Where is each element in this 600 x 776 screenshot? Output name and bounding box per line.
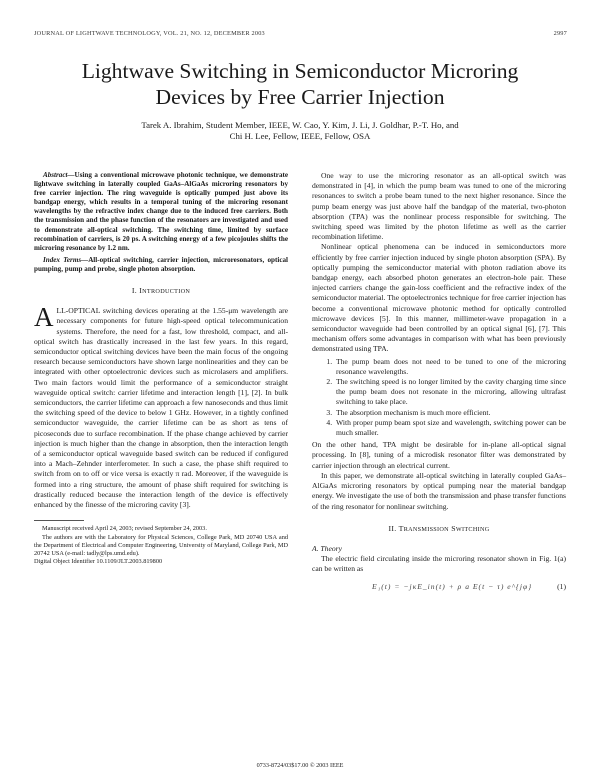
abstract	[34, 171, 288, 253]
list-item: 3. The absorption mechanism is much more efficient.	[334, 408, 566, 418]
author-list	[60, 120, 540, 142]
right-paragraph-1: One way to use the microring resonator as an all-optical switch was demonstrated in [4], in which the pump beam was tuned to one of the microring resonances to switch a probe beam tuned to the next higher resonance. Since the pump beam energy was just above half the bandgap of the material, two-photon absorption (TPA) was the nonlinear process responsible for switching. The switching speed was limited by the photon lifetime as well as the carrier recombination lifetime.	[312, 171, 566, 242]
footnote-affiliation: The authors are with the Laboratory for Physical Sciences, College Park, MD 20740 USA and the Department of Electrical and Computer Engineering, University of Maryland, College Park, MD 20742 USA (e-mail: tadly@lps.umd.edu).	[34, 533, 288, 557]
title-line-2: Devices by Free Carrier Injection	[155, 85, 445, 109]
index-terms-text: All-optical switching, carrier injection, microresonators, optical pumping, pump and probe, single photon absorption.	[34, 255, 288, 273]
list-item: 4. With proper pump beam spot size and wavelength, switching power can be much smaller.	[334, 418, 566, 438]
advantages-list	[312, 357, 566, 439]
page-number: 2997	[553, 30, 567, 37]
right-paragraph-3: On the other hand, TPA might be desirable for in-plane all-optical signal processing. In [8], tuning of a microdisk resonator filter was demonstrated by carrier injection through an electrical current.	[312, 440, 566, 470]
intro-text: LL-OPTICAL switching devices operating at the 1.55-μm wavelength are necessary components for future high-speed optical telecommunication systems. Therefore, the need for a fast, low threshold, compact, and all-optical switch has drastically increased in the last few years. In this regard, semiconductor optical switching devices have been the main focus of the ongoing research because semiconductors have shown large nonlinearities and they can be integrated with other optoelectronic devices such as microlasers and amplifiers. Two main factors would limit the performance of a semiconductor straight waveguide optical switch: carrier lifetime and interaction length [1], [2]. In bulk semiconductors, the carrier lifetime can approach a few nanoseconds and thus limit the switching speed of the device to below 1 GHz. However, in a tightly confined semiconductor waveguide, the carrier lifetime can be as short as tens of picoseconds due to surface recombination. If the phase change achieved by carrier injection is much higher than the change in absorption, then the interaction length of a semiconductor optical waveguide based switch can be reduced if configured into a Mach–Zehnder interferometer. In such a case, the phase shift required to switch from on to off or vice versa is exactly π rad. Moreover, if the waveguide is formed into a ring structure, the amount of phase shift required for switching is drastically reduced because the interaction length of the device is effectively enhanced by the finesse of the microring cavity [3].	[34, 306, 288, 510]
footnote-doi: Digital Object Identifier 10.1109/JLT.2003.819800	[34, 558, 163, 566]
right-paragraph-5: The electric field circulating inside the microring resonator shown in Fig. 1(a) can be written as	[312, 554, 566, 574]
right-paragraph-4: In this paper, we demonstrate all-optical switching in laterally coupled GaAs–AlGaAs microring resonators by optical pumping near the material bandgap energy. We investigate the use of both the transmission and phase transfer functions of the ring resonator for nonlinear switching.	[312, 470, 566, 511]
intro-paragraph	[34, 302, 288, 510]
drop-cap: A	[34, 302, 54, 333]
copyright-line: 0733-8724/03$17.00 © 2003 IEEE	[256, 762, 344, 769]
index-terms-label: Index Terms—	[43, 255, 89, 264]
right-paragraph-2: Nonlinear optical phenomena can be induced in semiconductors more efficiently by free carrier injection induced by single photon absorption (SPA). By optically pumping the semiconductor material with photon radiation above its bandgap energy, each absorbed photon generates an electron-hole pair. These injected carriers change the gain-loss coefficient and the refractive index of the semiconductor material. The optoelectronics technique for free carrier injection has become a conventional microwave photonic method for optically controlled microwave devices [5]. In this manner, millimeter-wave propagation in a semiconductor waveguide had been controlled by an optical signal [6], [7]. This mechanism offers some advantages in comparison with what has been previously demonstrated using TPA.	[312, 242, 566, 354]
footnote	[34, 525, 288, 566]
subsection-heading-theory: A. Theory	[312, 543, 342, 553]
footnote-rule	[34, 520, 84, 521]
abstract-text: Using a conventional microwave photonic technique, we demonstrate lightwave switching in laterally coupled GaAs–AlGaAs microring resonators by free carrier injection. The ring waveguide is optically pumped just above its bandgap energy, which results in a temporal tuning of the microring resonant wavelengths by the refractive index change due to the induced free carriers. Both the transmission and the phase function of the resonators are investigated and used to demonstrate all-optical switching. The switching time, limited by surface recombination of carriers, is 20 ps. A switching energy of a few picojoules shifts the microring resonance by 1.2 nm.	[34, 171, 288, 252]
equation-1	[312, 580, 566, 594]
section-heading-introduction: I. INTRODUCTION	[131, 286, 191, 296]
abstract-label: Abstract—	[43, 171, 75, 179]
title-line-1: Lightwave Switching in Semiconductor Microring	[81, 59, 519, 83]
section-heading-transmission-switching: II. TRANSMISSION SWITCHING	[388, 523, 490, 533]
equation-body: E₁(t) = −jκE_in(t) + ρ a E(t − τ) e^{jφ}	[372, 581, 533, 591]
list-item: 2. The switching speed is no longer limited by the cavity charging time since the pump beam does not resonate in the microring, allowing ultrafast switching to take place.	[334, 377, 566, 408]
authors-line-1: Tarek A. Ibrahim, Student Member, IEEE, W. Cao, Y. Kim, J. Li, J. Goldhar, P.-T. Ho, and	[141, 120, 459, 130]
paper-title	[30, 58, 570, 110]
equation-number: (1)	[557, 581, 566, 591]
authors-line-2: Chi H. Lee, Fellow, IEEE, Fellow, OSA	[229, 131, 371, 142]
footnote-received: Manuscript received April 24, 2003; revised September 24, 2003.	[42, 525, 207, 533]
journal-header: JOURNAL OF LIGHTWAVE TECHNOLOGY, VOL. 21, NO. 12, DECEMBER 2003	[34, 30, 265, 37]
list-item: 1. The pump beam does not need to be tuned to one of the microring resonance wavelengths.	[334, 357, 566, 377]
index-terms	[34, 256, 288, 274]
right-column	[312, 171, 566, 594]
left-column	[34, 171, 288, 566]
